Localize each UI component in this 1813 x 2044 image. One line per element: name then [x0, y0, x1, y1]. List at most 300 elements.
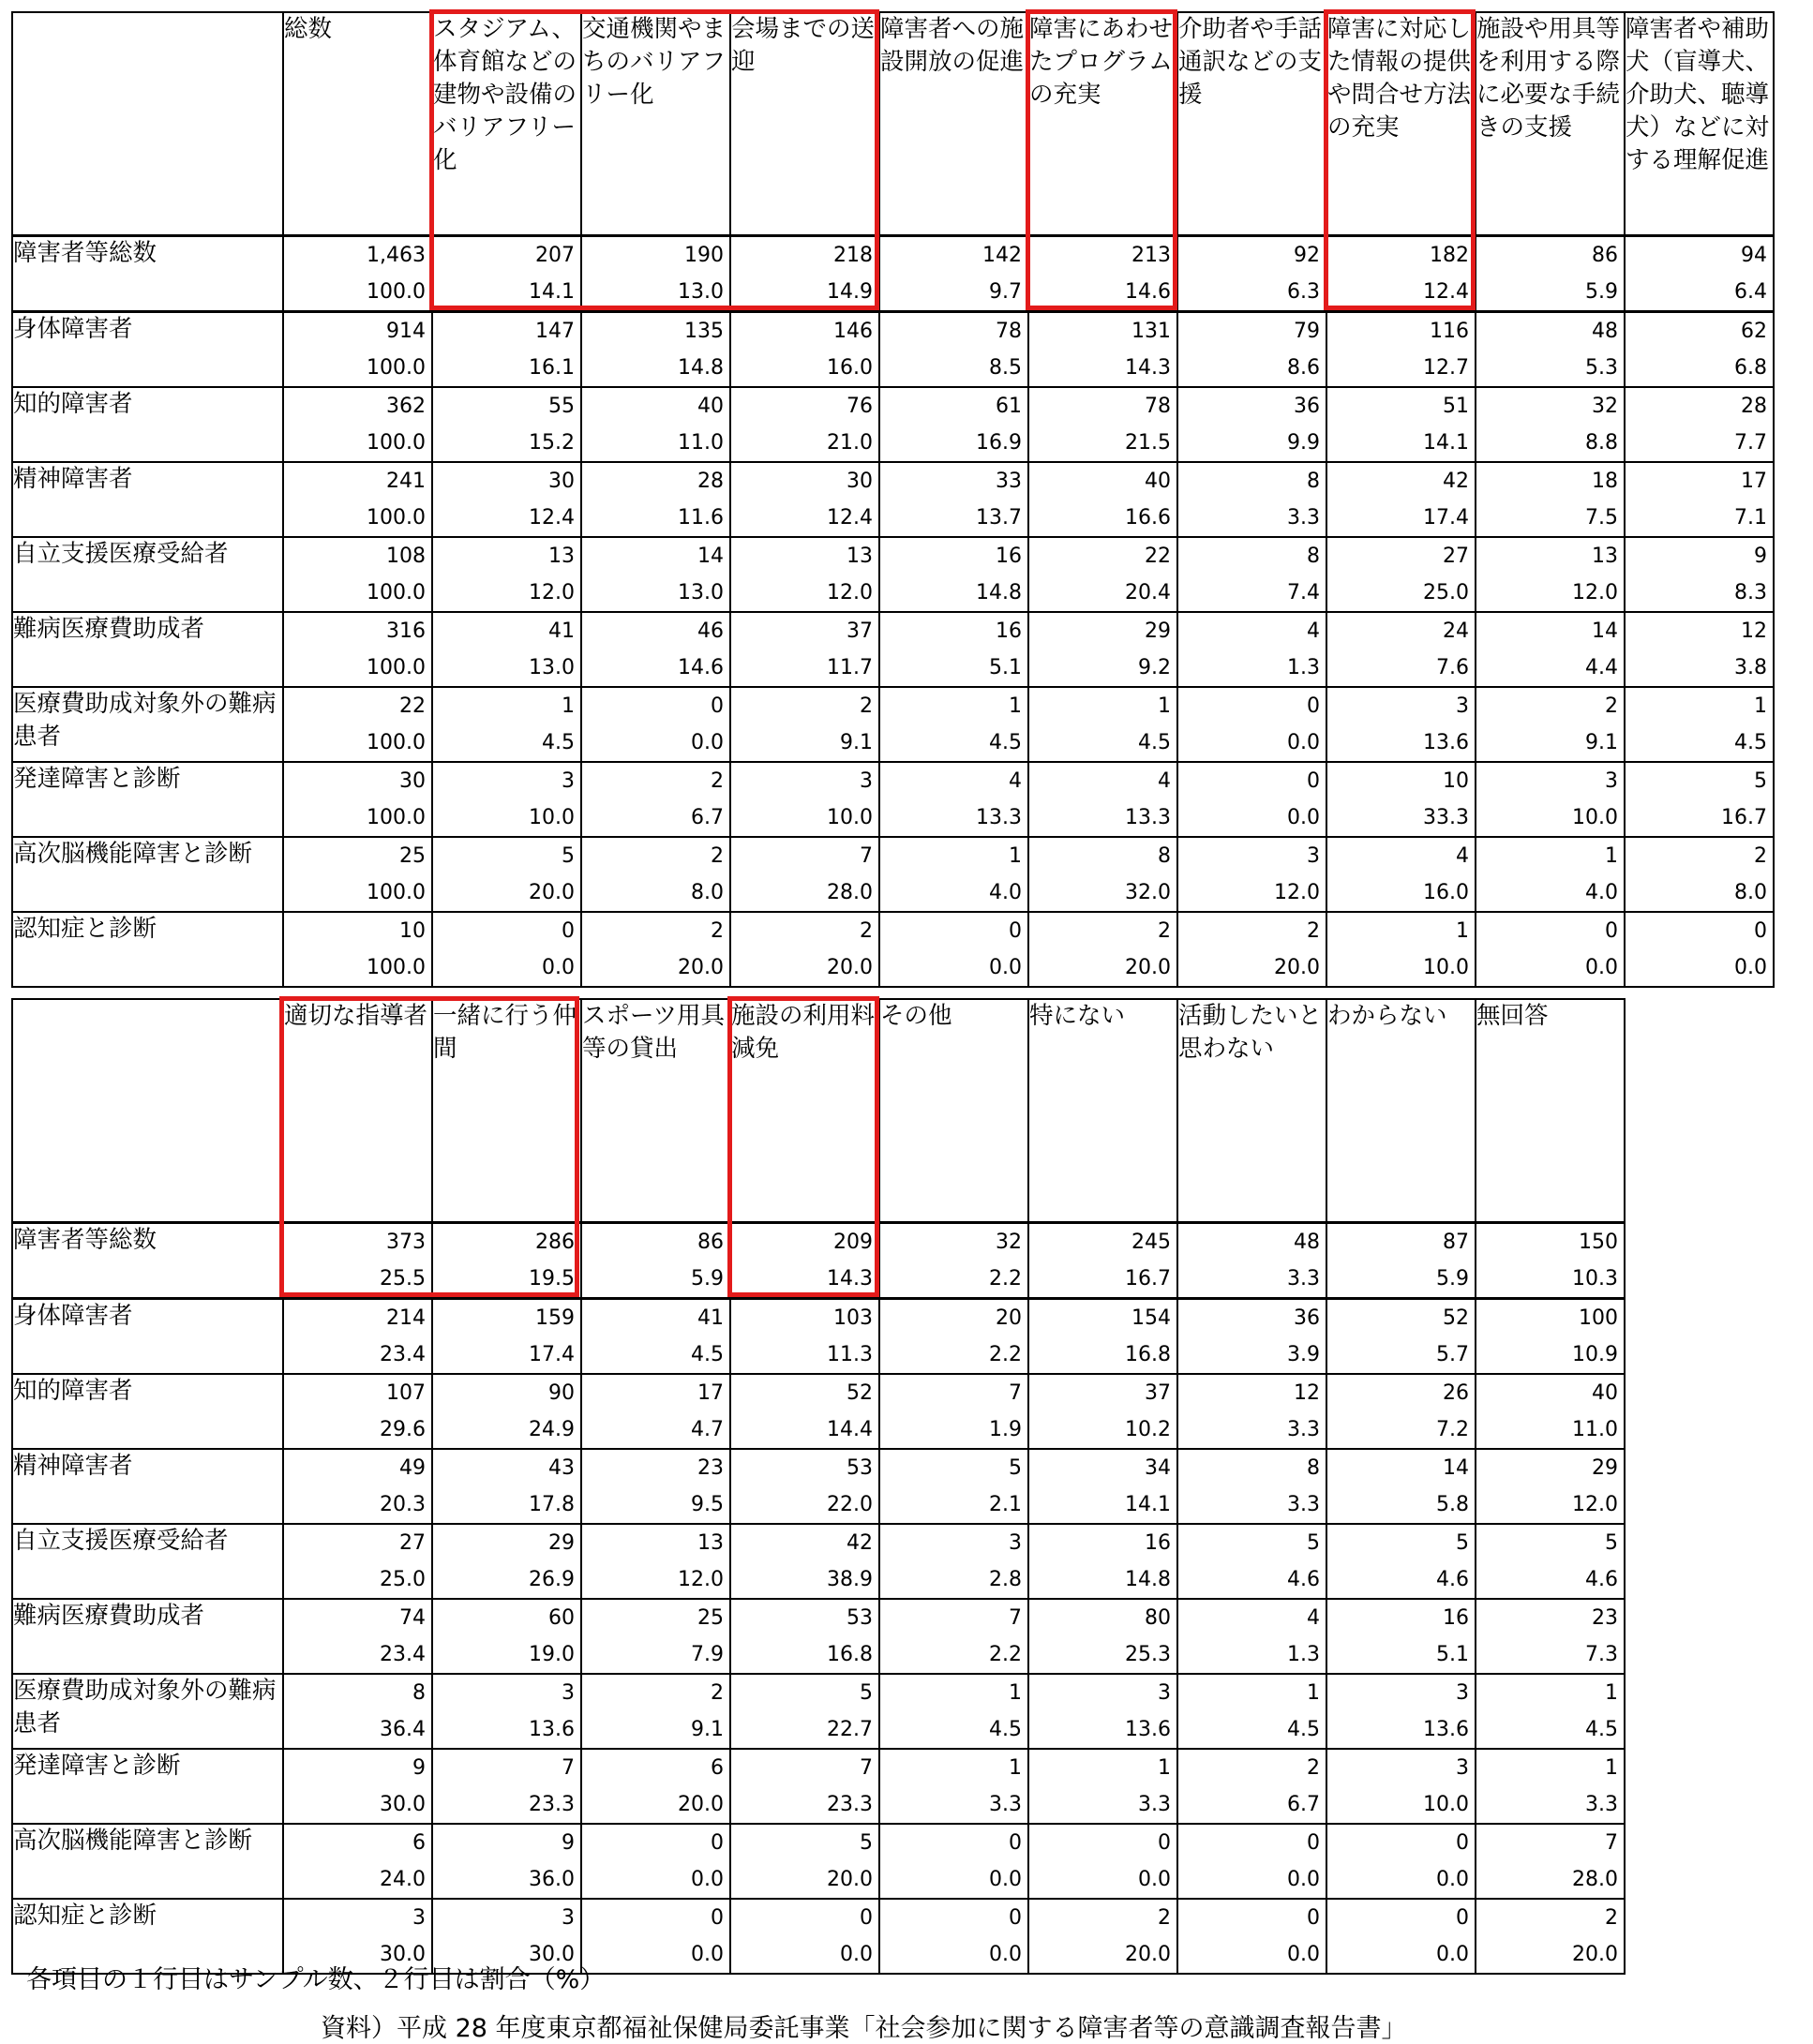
- sample-count: 7: [1009, 1380, 1022, 1405]
- percentage: 11.3: [827, 1342, 873, 1366]
- percentage: 26.9: [529, 1567, 575, 1591]
- sample-count: 25: [399, 843, 426, 868]
- sample-count: 53: [847, 1605, 873, 1630]
- sample-count: 108: [386, 544, 426, 568]
- data-cell: [1177, 762, 1326, 837]
- sample-count: 61: [996, 394, 1022, 418]
- sample-count: 0: [1754, 918, 1767, 943]
- percentage: 9.1: [1585, 730, 1618, 754]
- sample-count: 3: [562, 1905, 575, 1930]
- sample-count: 8: [412, 1680, 426, 1705]
- data-cell: [1177, 1524, 1326, 1599]
- percentage: 16.6: [1125, 505, 1171, 530]
- sample-count: 0: [1307, 694, 1320, 718]
- percentage: 4.6: [1436, 1567, 1469, 1591]
- data-cell: [1177, 1674, 1326, 1749]
- data-cell: [1476, 1222, 1625, 1298]
- sample-count: 373: [386, 1230, 426, 1254]
- percentage: 100.0: [367, 279, 426, 304]
- percentage: 4.0: [989, 880, 1022, 904]
- percentage: 20.0: [1125, 1942, 1171, 1966]
- data-cell: [1476, 537, 1625, 612]
- sample-count: 34: [1145, 1455, 1171, 1480]
- percentage: 13.7: [976, 505, 1022, 530]
- percentage: 3.3: [1287, 505, 1320, 530]
- sample-count: 13: [1592, 544, 1618, 568]
- data-cell: [730, 537, 879, 612]
- data-cell: [1625, 762, 1774, 837]
- percentage: 38.9: [827, 1567, 873, 1591]
- data-cell: [432, 1824, 581, 1899]
- sample-count: 18: [1592, 469, 1618, 493]
- sample-count: 10: [399, 918, 426, 943]
- percentage: 9.2: [1138, 655, 1171, 679]
- percentage: 3.3: [1287, 1266, 1320, 1291]
- data-cell: [1028, 1524, 1177, 1599]
- sample-count: 87: [1443, 1230, 1469, 1254]
- percentage: 12.0: [1274, 880, 1320, 904]
- percentage: 100.0: [367, 655, 426, 679]
- header-row: [12, 999, 1625, 1222]
- data-cell: [879, 537, 1028, 612]
- percentage: 4.5: [691, 1342, 724, 1366]
- data-cell: [1476, 1374, 1625, 1449]
- sample-count: 42: [847, 1530, 873, 1555]
- data-cell: [879, 462, 1028, 537]
- data-cell: [1476, 837, 1625, 912]
- row-label: 認知症と診断: [12, 912, 283, 987]
- data-cell: [1177, 1449, 1326, 1524]
- data-cell: [432, 687, 581, 762]
- row-label: 精神障害者: [12, 462, 283, 537]
- data-cell: [1028, 387, 1177, 462]
- table-row: [12, 612, 1774, 687]
- data-cell: [1476, 1674, 1625, 1749]
- corner-cell: [12, 999, 283, 1222]
- sample-count: 0: [1307, 768, 1320, 793]
- data-cell: [432, 1374, 581, 1449]
- sample-count: 914: [386, 319, 426, 343]
- sample-count: 9: [562, 1830, 575, 1855]
- data-cell: [1028, 912, 1177, 987]
- sample-count: 1: [1605, 843, 1618, 868]
- column-header: 一緒に行う仲間: [432, 999, 581, 1222]
- data-cell: [1326, 762, 1476, 837]
- percentage: 23.4: [380, 1642, 426, 1666]
- table-row: [12, 235, 1774, 311]
- corner-cell: [12, 12, 283, 235]
- sample-count: 3: [860, 768, 873, 793]
- percentage: 7.2: [1436, 1417, 1469, 1441]
- percentage: 0.0: [1287, 1942, 1320, 1966]
- data-cell: [1326, 462, 1476, 537]
- column-header: スポーツ用具等の貸出: [581, 999, 730, 1222]
- sample-count: 3: [562, 768, 575, 793]
- percentage: 25.3: [1125, 1642, 1171, 1666]
- sample-count: 26: [1443, 1380, 1469, 1405]
- sample-count: 5: [860, 1680, 873, 1705]
- data-cell: [1177, 462, 1326, 537]
- data-cell: [1028, 1449, 1177, 1524]
- sample-count: 48: [1592, 319, 1618, 343]
- column-header: 介助者や手話通訳などの支援: [1177, 12, 1326, 235]
- data-cell: [730, 1824, 879, 1899]
- data-cell: [1625, 311, 1774, 387]
- table-row: [12, 462, 1774, 537]
- percentage: 7.7: [1734, 430, 1767, 455]
- percentage: 100.0: [367, 880, 426, 904]
- percentage: 14.6: [678, 655, 724, 679]
- sample-count: 0: [1158, 1830, 1171, 1855]
- data-cell: [432, 537, 581, 612]
- data-cell: [730, 1524, 879, 1599]
- data-cell: [1625, 537, 1774, 612]
- percentage: 13.0: [529, 655, 575, 679]
- percentage: 7.4: [1287, 580, 1320, 604]
- sample-count: 0: [860, 1905, 873, 1930]
- sample-count: 80: [1145, 1605, 1171, 1630]
- percentage: 0.0: [989, 955, 1022, 979]
- data-cell: [1476, 762, 1625, 837]
- sample-count: 52: [1443, 1305, 1469, 1330]
- sample-count: 2: [711, 918, 724, 943]
- percentage: 7.3: [1585, 1642, 1618, 1666]
- sample-count: 0: [1307, 1905, 1320, 1930]
- percentage: 2.2: [989, 1342, 1022, 1366]
- sample-count: 92: [1294, 243, 1320, 267]
- data-cell: [1177, 912, 1326, 987]
- sample-count: 43: [548, 1455, 575, 1480]
- percentage: 11.0: [678, 430, 724, 455]
- percentage: 13.6: [1423, 1717, 1469, 1741]
- data-cell: [581, 1524, 730, 1599]
- sample-count: 32: [996, 1230, 1022, 1254]
- percentage: 23.3: [529, 1792, 575, 1816]
- percentage: 36.4: [380, 1717, 426, 1741]
- data-cell: [879, 1749, 1028, 1824]
- percentage: 0.0: [1585, 955, 1618, 979]
- sample-count: 0: [1605, 918, 1618, 943]
- percentage: 12.0: [678, 1567, 724, 1591]
- row-label: 医療費助成対象外の難病患者: [12, 687, 283, 762]
- data-cell: [1028, 1222, 1177, 1298]
- percentage: 100.0: [367, 955, 426, 979]
- data-cell: [581, 462, 730, 537]
- percentage: 7.5: [1585, 505, 1618, 530]
- data-cell: [581, 1222, 730, 1298]
- sample-count: 12: [1294, 1380, 1320, 1405]
- sample-count: 40: [1592, 1380, 1618, 1405]
- percentage: 36.0: [529, 1867, 575, 1891]
- sample-count: 3: [1456, 1680, 1469, 1705]
- percentage: 3.3: [1287, 1417, 1320, 1441]
- sample-count: 107: [386, 1380, 426, 1405]
- data-cell: [283, 762, 432, 837]
- percentage: 0.0: [542, 955, 575, 979]
- percentage: 4.6: [1287, 1567, 1320, 1591]
- data-cell: [1476, 1749, 1625, 1824]
- percentage: 11.0: [1572, 1417, 1618, 1441]
- table-row: [12, 1599, 1625, 1674]
- percentage: 2.8: [989, 1567, 1022, 1591]
- sample-count: 7: [1605, 1830, 1618, 1855]
- percentage: 12.0: [529, 580, 575, 604]
- data-cell: [1476, 1824, 1625, 1899]
- sample-count: 2: [711, 843, 724, 868]
- data-cell: [432, 311, 581, 387]
- data-cell: [1625, 387, 1774, 462]
- sample-count: 1: [1009, 1680, 1022, 1705]
- data-cell: [283, 1674, 432, 1749]
- percentage: 9.7: [989, 279, 1022, 304]
- data-cell: [581, 1674, 730, 1749]
- sample-count: 86: [1592, 243, 1618, 267]
- data-cell: [1326, 1449, 1476, 1524]
- data-cell: [1028, 762, 1177, 837]
- percentage: 30.0: [380, 1792, 426, 1816]
- data-cell: [1028, 462, 1177, 537]
- sample-count: 3: [562, 1680, 575, 1705]
- sample-count: 131: [1131, 319, 1171, 343]
- data-cell: [1476, 1449, 1625, 1524]
- percentage: 4.5: [989, 730, 1022, 754]
- column-header: 会場までの送迎: [730, 12, 879, 235]
- percentage: 11.7: [827, 655, 873, 679]
- data-cell: [283, 387, 432, 462]
- percentage: 17.4: [529, 1342, 575, 1366]
- percentage: 20.3: [380, 1492, 426, 1516]
- data-cell: [432, 912, 581, 987]
- percentage: 33.3: [1423, 805, 1469, 829]
- data-cell: [1028, 1899, 1177, 1974]
- data-cell: [1476, 311, 1625, 387]
- percentage: 10.0: [827, 805, 873, 829]
- percentage: 6.8: [1734, 355, 1767, 380]
- sample-count: 25: [697, 1605, 724, 1630]
- percentage: 23.4: [380, 1342, 426, 1366]
- percentage: 5.1: [989, 655, 1022, 679]
- sample-count: 147: [535, 319, 575, 343]
- percentage: 20.0: [1125, 955, 1171, 979]
- sample-count: 52: [847, 1380, 873, 1405]
- sample-count: 28: [697, 469, 724, 493]
- sample-note: 各項目の１行目はサンプル数、２行目は割合（%）: [26, 1965, 606, 1994]
- data-cell: [1177, 311, 1326, 387]
- data-cell: [581, 1374, 730, 1449]
- percentage: 6.7: [1287, 1792, 1320, 1816]
- data-cell: [283, 235, 432, 311]
- sample-count: 0: [1456, 1830, 1469, 1855]
- percentage: 8.0: [691, 880, 724, 904]
- sample-count: 214: [386, 1305, 426, 1330]
- percentage: 1.9: [989, 1417, 1022, 1441]
- data-cell: [581, 1449, 730, 1524]
- data-cell: [879, 837, 1028, 912]
- sample-count: 8: [1307, 544, 1320, 568]
- sample-count: 142: [982, 243, 1022, 267]
- data-cell: [1028, 311, 1177, 387]
- column-header: 無回答: [1476, 999, 1625, 1222]
- data-cell: [1476, 1599, 1625, 1674]
- data-cell: [1177, 1899, 1326, 1974]
- row-label: 発達障害と診断: [12, 1749, 283, 1824]
- percentage: 100.0: [367, 505, 426, 530]
- percentage: 14.1: [1125, 1492, 1171, 1516]
- data-cell: [283, 1374, 432, 1449]
- sample-count: 0: [711, 1905, 724, 1930]
- percentage: 16.0: [1423, 880, 1469, 904]
- sample-count: 1: [1158, 1755, 1171, 1780]
- data-cell: [283, 612, 432, 687]
- sample-count: 3: [1456, 1755, 1469, 1780]
- row-label: 障害者等総数: [12, 1222, 283, 1298]
- row-label: 発達障害と診断: [12, 762, 283, 837]
- sample-count: 209: [833, 1230, 873, 1254]
- column-header: 適切な指導者: [283, 999, 432, 1222]
- data-cell: [1177, 1298, 1326, 1374]
- row-label: 認知症と診断: [12, 1899, 283, 1974]
- percentage: 20.0: [1572, 1942, 1618, 1966]
- percentage: 13.6: [529, 1717, 575, 1741]
- sample-count: 5: [860, 1830, 873, 1855]
- percentage: 4.5: [989, 1717, 1022, 1741]
- sample-count: 1: [1009, 694, 1022, 718]
- sample-count: 245: [1131, 1230, 1171, 1254]
- percentage: 100.0: [367, 580, 426, 604]
- percentage: 29.6: [380, 1417, 426, 1441]
- sample-count: 316: [386, 619, 426, 643]
- table-row: [12, 1449, 1625, 1524]
- sample-count: 2: [1307, 1755, 1320, 1780]
- sample-count: 46: [697, 619, 724, 643]
- percentage: 14.8: [976, 580, 1022, 604]
- data-cell: [432, 462, 581, 537]
- sample-count: 14: [697, 544, 724, 568]
- sample-count: 1: [1456, 918, 1469, 943]
- percentage: 19.0: [529, 1642, 575, 1666]
- percentage: 10.2: [1125, 1417, 1171, 1441]
- percentage: 0.0: [691, 1867, 724, 1891]
- survey-table-part2: [11, 998, 1626, 1975]
- data-cell: [581, 311, 730, 387]
- data-cell: [581, 387, 730, 462]
- sample-count: 49: [399, 1455, 426, 1480]
- data-cell: [1326, 1674, 1476, 1749]
- percentage: 4.5: [1734, 730, 1767, 754]
- sample-count: 37: [847, 619, 873, 643]
- percentage: 10.3: [1572, 1266, 1618, 1291]
- table-row: [12, 1674, 1625, 1749]
- row-label: 障害者等総数: [12, 235, 283, 311]
- sample-count: 36: [1294, 1305, 1320, 1330]
- percentage: 12.7: [1423, 355, 1469, 380]
- sample-count: 22: [1145, 544, 1171, 568]
- column-header: 障害者への施設開放の促進: [879, 12, 1028, 235]
- percentage: 3.9: [1287, 1342, 1320, 1366]
- data-cell: [432, 1222, 581, 1298]
- percentage: 10.0: [1423, 1792, 1469, 1816]
- data-cell: [879, 762, 1028, 837]
- data-cell: [1177, 612, 1326, 687]
- percentage: 14.1: [529, 279, 575, 304]
- sample-count: 218: [833, 243, 873, 267]
- sample-count: 9: [412, 1755, 426, 1780]
- data-cell: [283, 1222, 432, 1298]
- data-cell: [1625, 837, 1774, 912]
- sample-count: 14: [1592, 619, 1618, 643]
- sample-count: 286: [535, 1230, 575, 1254]
- row-label: 身体障害者: [12, 1298, 283, 1374]
- percentage: 9.9: [1287, 430, 1320, 455]
- sample-count: 53: [847, 1455, 873, 1480]
- percentage: 5.9: [1436, 1266, 1469, 1291]
- data-cell: [1326, 612, 1476, 687]
- percentage: 7.6: [1436, 655, 1469, 679]
- sample-count: 90: [548, 1380, 575, 1405]
- percentage: 3.3: [1287, 1492, 1320, 1516]
- data-cell: [730, 612, 879, 687]
- data-cell: [283, 311, 432, 387]
- percentage: 15.2: [529, 430, 575, 455]
- sample-count: 42: [1443, 469, 1469, 493]
- sample-count: 7: [860, 1755, 873, 1780]
- data-cell: [432, 387, 581, 462]
- sample-count: 1: [1009, 843, 1022, 868]
- data-cell: [879, 912, 1028, 987]
- data-cell: [1476, 387, 1625, 462]
- data-cell: [1177, 837, 1326, 912]
- sample-count: 2: [1605, 1905, 1618, 1930]
- data-cell: [1326, 1222, 1476, 1298]
- sample-count: 60: [548, 1605, 575, 1630]
- sample-count: 103: [833, 1305, 873, 1330]
- sample-count: 24: [1443, 619, 1469, 643]
- data-cell: [581, 537, 730, 612]
- percentage: 4.7: [691, 1417, 724, 1441]
- data-cell: [581, 762, 730, 837]
- percentage: 14.3: [1125, 355, 1171, 380]
- row-label: 難病医療費助成者: [12, 1599, 283, 1674]
- percentage: 16.1: [529, 355, 575, 380]
- data-cell: [1177, 537, 1326, 612]
- sample-count: 150: [1579, 1230, 1618, 1254]
- sample-count: 16: [1443, 1605, 1469, 1630]
- sample-count: 76: [847, 394, 873, 418]
- percentage: 30.0: [529, 1942, 575, 1966]
- sample-count: 4: [1307, 1605, 1320, 1630]
- sample-count: 16: [1145, 1530, 1171, 1555]
- table-row: [12, 912, 1774, 987]
- sample-count: 14: [1443, 1455, 1469, 1480]
- sample-count: 4: [1158, 768, 1171, 793]
- sample-count: 29: [1592, 1455, 1618, 1480]
- data-cell: [730, 837, 879, 912]
- percentage: 16.7: [1125, 1266, 1171, 1291]
- percentage: 20.0: [1274, 955, 1320, 979]
- data-cell: [432, 612, 581, 687]
- sample-count: 30: [548, 469, 575, 493]
- sample-count: 1,463: [367, 243, 426, 267]
- sample-count: 40: [1145, 469, 1171, 493]
- table-row: [12, 1374, 1625, 1449]
- percentage: 10.0: [1423, 955, 1469, 979]
- percentage: 23.3: [827, 1792, 873, 1816]
- sample-count: 2: [1754, 843, 1767, 868]
- data-cell: [730, 311, 879, 387]
- percentage: 20.0: [529, 880, 575, 904]
- percentage: 25.0: [380, 1567, 426, 1591]
- data-cell: [1326, 912, 1476, 987]
